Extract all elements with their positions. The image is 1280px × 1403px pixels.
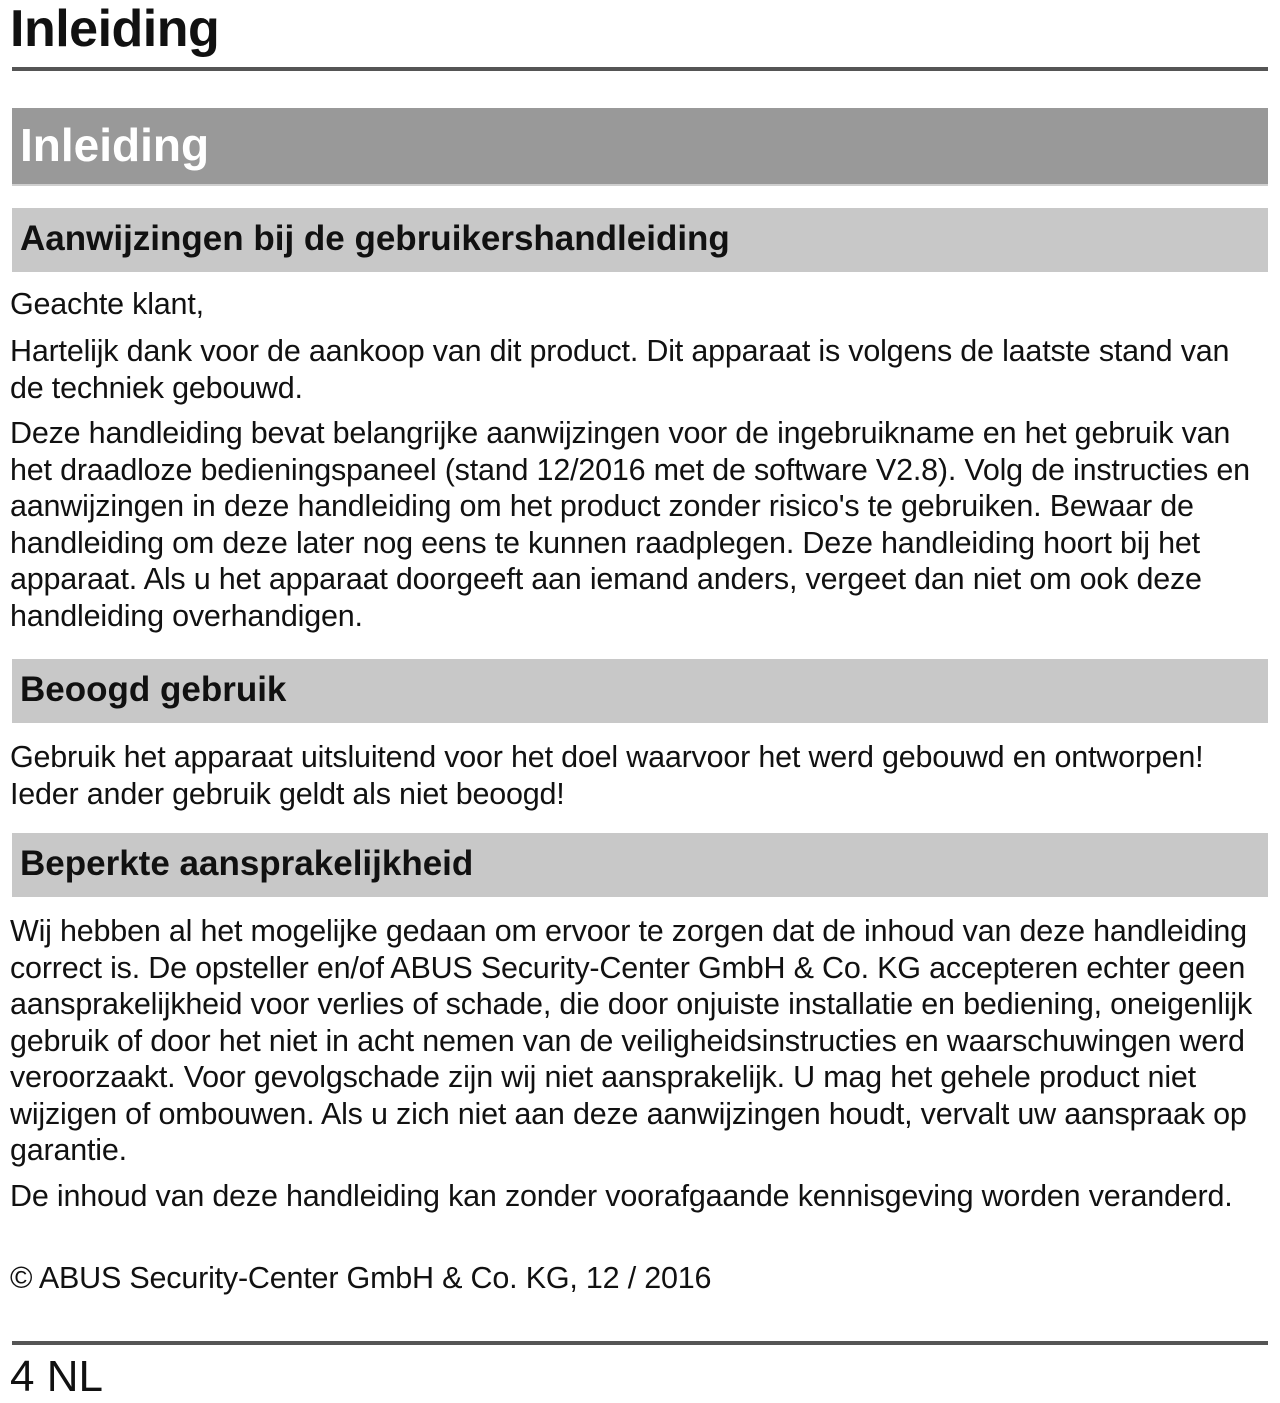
- section-heading: Aanwijzingen bij de gebruikershandleiding: [20, 219, 730, 258]
- page-number: 4 NL: [10, 1352, 103, 1401]
- section-heading: Beoogd gebruik: [20, 670, 287, 709]
- paragraph: De inhoud van deze handleiding kan zonder voorafgaande kennisgeving worden veranderd.: [10, 1179, 1233, 1213]
- header-divider: [12, 67, 1268, 71]
- footer-divider: [12, 1341, 1268, 1345]
- paragraph: Wij hebben al het mogelijke gedaan om ervoor te zorgen dat de inhoud van deze handleiding correct is. De opsteller en/of ABUS Security-Center GmbH & Co. KG accepteren echter geen aansprakelijkheid voor verlies of schade, die door onjuiste installatie en bediening, oneigenlijk gebruik of door het niet in acht nemen van de veiligheidsinstructies en waarschuwingen werd veroorzaakt. Voor gevolgschade zijn wij niet aansprakelijk. U mag het gehele product niet wijzigen of ombouwen. Als u zich niet aan deze aanwijzingen houdt, vervalt uw aanspraak op garantie.: [10, 914, 1253, 1167]
- chapter-title: Inleiding: [20, 119, 210, 171]
- paragraph: Deze handleiding bevat belangrijke aanwijzingen voor de ingebruikname en het gebruik van het draadloze bedieningspaneel (stand 12/2016 met de software V2.8). Volg de instructies en aanwijzingen in deze handleiding om het product zonder risico's te gebruiken. Bewaar de handleiding om deze later nog eens te kunnen raadplegen. Deze handleiding hoort bij het apparaat. Als u het apparaat doorgeeft aan iemand anders, vergeet dan niet om ook deze handleiding overhandigen.: [10, 416, 1250, 633]
- section-heading: Beperkte aansprakelijkheid: [20, 844, 474, 883]
- paragraph: Geachte klant,: [10, 287, 204, 321]
- section-heading-bar: [12, 208, 1268, 272]
- chapter-title-bar: [12, 108, 1268, 186]
- page-header-title: Inleiding: [10, 0, 220, 58]
- copyright-notice: © ABUS Security-Center GmbH & Co. KG, 12 / 2016: [10, 1261, 712, 1295]
- paragraph: Hartelijk dank voor de aankoop van dit product. Dit apparaat is volgens de laatste stand van de techniek gebouwd.: [10, 334, 1230, 405]
- section-heading-bar: [12, 833, 1268, 897]
- section-heading-bar: [12, 659, 1268, 723]
- paragraph: Gebruik het apparaat uitsluitend voor het doel waarvoor het werd gebouwd en ontworpen! Ieder ander gebruik geldt als niet beoogd!: [10, 740, 1204, 811]
